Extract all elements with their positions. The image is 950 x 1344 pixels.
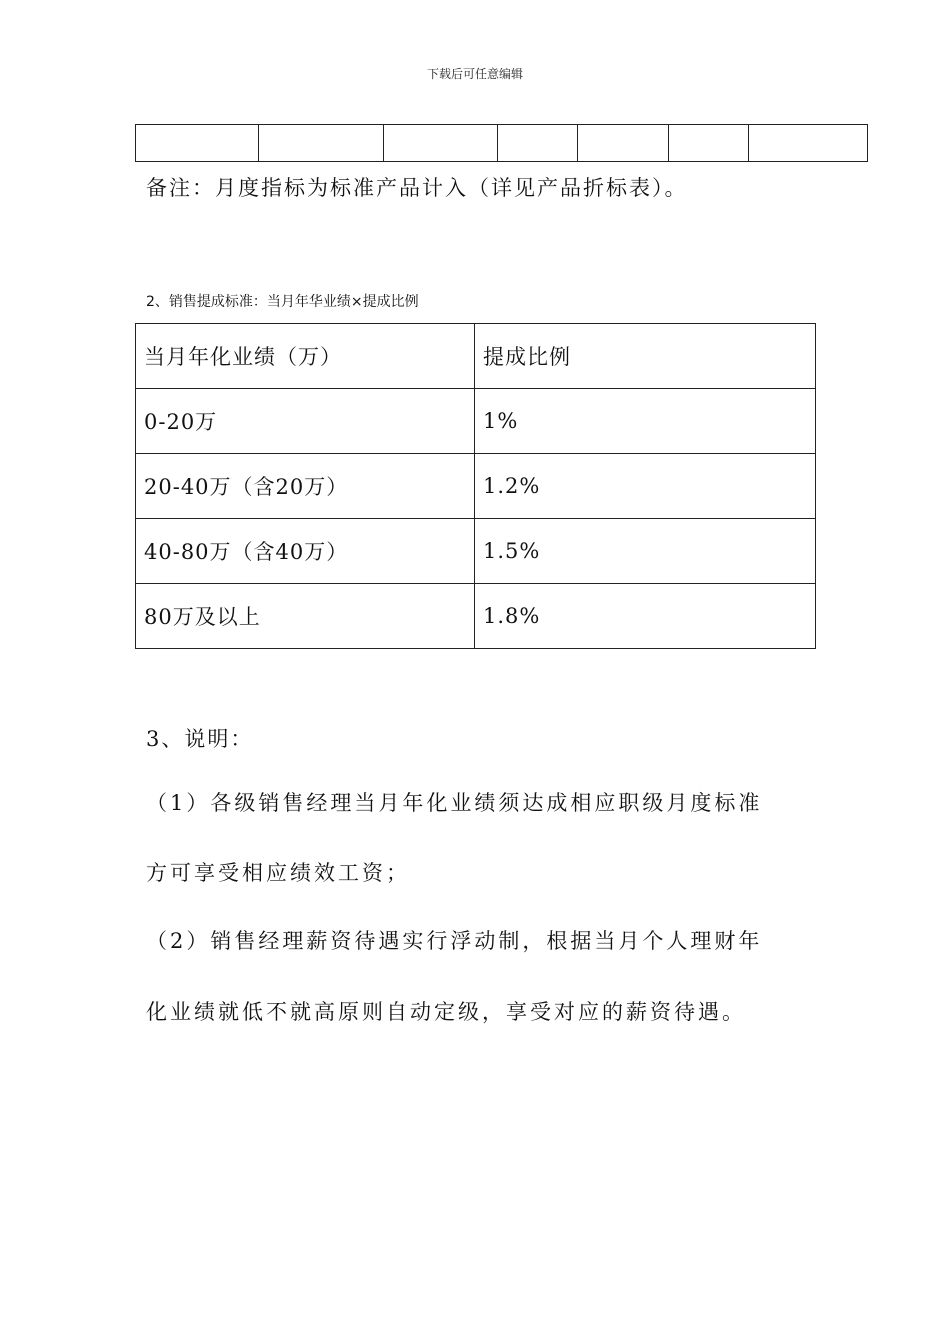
commission-rate-cell: 1.5% (475, 519, 816, 584)
table-row (136, 389, 816, 454)
page-header: 下载后可任意编辑 (426, 67, 523, 81)
commission-rate-cell: 1.8% (475, 584, 816, 649)
column-header-performance: 当月年化业绩（万） (136, 324, 475, 389)
table-row (136, 519, 816, 584)
table-cell (136, 125, 259, 162)
section-2-title: 2、销售提成标准：当月年华业绩×提成比例 (146, 294, 419, 310)
table-cell (498, 125, 578, 162)
table-cell (259, 125, 384, 162)
table-row (136, 584, 816, 649)
explanation-line: （1）各级销售经理当月年化业绩须达成相应职级月度标准 (146, 791, 763, 815)
performance-range-cell: 80万及以上 (136, 584, 475, 649)
table-header-row (136, 324, 816, 389)
table-cell (749, 125, 868, 162)
note-text: 备注：月度指标为标准产品计入（详见产品折标表）。 (146, 176, 688, 200)
table-cell (578, 125, 669, 162)
performance-range-cell: 20-40万（含20万） (136, 454, 475, 519)
table-cell (669, 125, 749, 162)
performance-range-cell: 40-80万（含40万） (136, 519, 475, 584)
empty-table-row (135, 124, 868, 162)
performance-range-cell: 0-20万 (136, 389, 475, 454)
table-row (136, 454, 816, 519)
table-cell (384, 125, 498, 162)
column-header-rate: 提成比例 (475, 324, 816, 389)
commission-rate-cell: 1.2% (475, 454, 816, 519)
explanation-line: 方可享受相应绩效工资； (146, 861, 410, 885)
commission-rate-cell: 1% (475, 389, 816, 454)
section-3-title: 3、说明： (146, 727, 254, 751)
explanation-line: 化业绩就低不就高原则自动定级，享受对应的薪资待遇。 (146, 1000, 746, 1024)
table-row (136, 125, 868, 162)
explanation-line: （2）销售经理薪资待遇实行浮动制，根据当月个人理财年 (146, 929, 763, 953)
commission-rate-table (135, 323, 816, 649)
